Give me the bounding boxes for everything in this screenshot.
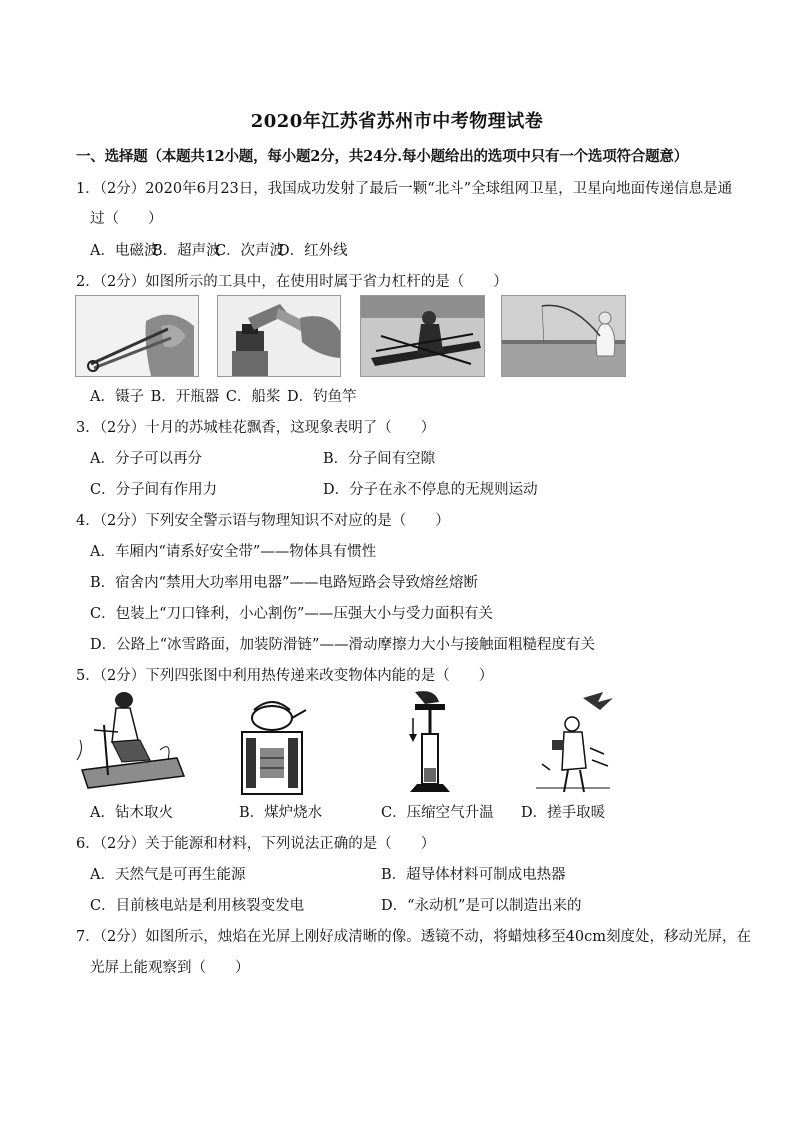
fishing-rod-photo (501, 295, 626, 377)
question-1-text: 1．（2分）2020年6月23日，我国成功发射了最后一颗“北斗”全球组网卫星，卫星向地面传递信息是通 (76, 181, 733, 197)
question-3-text: 3．（2分）十月的苏城桂花飘香，这现象表明了（ ） (76, 420, 436, 436)
question-5-option-d: D．搓手取暖 (521, 805, 606, 821)
section-heading: 一、选择题（本题共12小题，每小题2分，共24分.每小题给出的选项中只有一个选项符合题意） (76, 148, 688, 165)
rub-hands-warm-drawing (528, 688, 618, 796)
question-1-text-cont: 过（ ） (90, 211, 163, 227)
question-2-text: 2．（2分）如图所示的工具中，在使用时属于省力杠杆的是（ ） (76, 274, 508, 290)
question-6-option-c: C．目前核电站是利用核裂变发电 (90, 898, 305, 914)
question-2-options: A．镊子 B．开瓶器 C．船桨 D．钓鱼竿 (90, 389, 357, 405)
question-4-text: 4．（2分）下列安全警示语与物理知识不对应的是（ ） (76, 513, 450, 529)
question-5-option-c: C．压缩空气升温 (381, 805, 494, 821)
question-1-option-b: B．超声波 (152, 243, 221, 259)
question-7-text-cont: 光屏上能观察到（ ） (90, 960, 250, 976)
rowing-photo (360, 295, 485, 377)
page-title: 2020年江苏省苏州市中考物理试卷 (250, 111, 544, 132)
question-1-option-c: C．次声波 (215, 243, 285, 259)
question-5-option-a: A．钻木取火 (90, 805, 173, 821)
bottle-opener-photo (217, 295, 341, 377)
question-1-option-a: A．电磁波 (90, 243, 159, 259)
question-5-text: 5．（2分）下列四张图中利用热传递来改变物体内能的是（ ） (76, 668, 494, 684)
question-6-option-d: D．“永动机”是可以制造出来的 (381, 898, 582, 914)
question-3-option-a: A．分子可以再分 (90, 451, 202, 467)
question-4-option-b: B．宿舍内“禁用大功率用电器”——电路短路会导致熔丝熔断 (90, 575, 478, 591)
question-4-option-c: C．包装上“刀口锋利，小心割伤”——压强大小与受力面积有关 (90, 606, 493, 622)
question-3-option-b: B．分子间有空隙 (323, 451, 436, 467)
question-6-option-b: B．超导体材料可制成电热器 (381, 867, 566, 883)
question-3-option-d: D．分子在永不停息的无规则运动 (323, 482, 538, 498)
question-7-text: 7．（2分）如图所示，烛焰在光屏上刚好成清晰的像。透镜不动，将蜡烛移至40cm刻度处，移动光屏，在 (76, 929, 752, 945)
tweezers-photo (75, 295, 199, 377)
coal-stove-kettle-drawing (232, 688, 312, 796)
question-1-option-d: D．红外线 (278, 243, 348, 259)
air-compression-drawing (395, 688, 465, 796)
question-6-option-a: A．天然气是可再生能源 (90, 867, 246, 883)
question-4-option-d: D．公路上“冰雪路面，加装防滑链”——滑动摩擦力大小与接触面粗糙程度有关 (90, 637, 595, 653)
question-3-option-c: C．分子间有作用力 (90, 482, 218, 498)
drill-wood-fire-drawing (72, 690, 192, 795)
question-4-option-a: A．车厢内“请系好安全带”——物体具有惯性 (90, 544, 377, 560)
question-6-text: 6．（2分）关于能源和材料，下列说法正确的是（ ） (76, 836, 436, 852)
question-5-option-b: B．煤炉烧水 (239, 805, 323, 821)
